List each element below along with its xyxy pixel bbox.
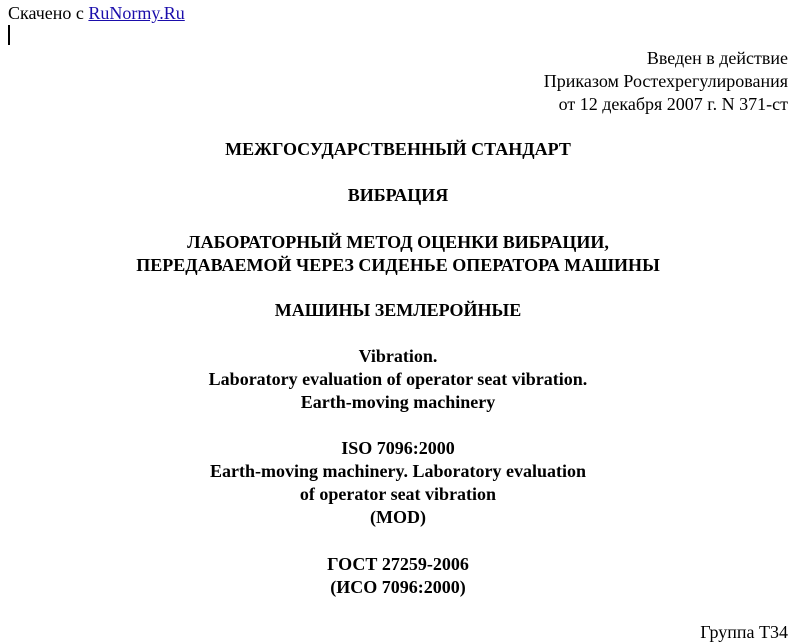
- approval-line-2: Приказом Ростехрегулирования: [543, 71, 788, 91]
- iso-title-line-1: Earth-moving machinery. Laboratory evaluation: [210, 461, 586, 481]
- source-prefix: Скачено с: [8, 3, 89, 23]
- approval-line-1: Введен в действие: [646, 48, 788, 68]
- gost-code: ГОСТ 27259-2006: [327, 554, 469, 574]
- runormy-link[interactable]: RuNormy.Ru: [88, 3, 185, 23]
- english-title-block: [0, 345, 794, 414]
- method-line-2: ПЕРЕДАВАЕМОЙ ЧЕРЕЗ СИДЕНЬЕ ОПЕРАТОРА МАШИНЫ: [136, 255, 660, 275]
- machinery-text: МАШИНЫ ЗЕМЛЕРОЙНЫЕ: [274, 300, 522, 320]
- english-title-line-2: Laboratory evaluation of operator seat vibration.: [208, 369, 588, 389]
- gost-block: [0, 553, 794, 599]
- method-line-1: ЛАБОРАТОРНЫЙ МЕТОД ОЦЕНКИ ВИБРАЦИИ,: [187, 232, 609, 252]
- machinery-heading: [0, 299, 794, 322]
- english-title-line-3: Earth-moving machinery: [300, 392, 496, 412]
- approval-block: [544, 47, 788, 116]
- method-heading: [0, 231, 794, 277]
- iso-block: [0, 437, 794, 529]
- subject-heading: [0, 184, 794, 207]
- english-title-line-1: Vibration.: [358, 346, 438, 366]
- iso-code: ISO 7096:2000: [341, 438, 455, 458]
- iso-title-line-2: of operator seat vibration: [299, 484, 497, 504]
- standard-type-heading: [0, 138, 794, 161]
- standard-type-text: МЕЖГОСУДАРСТВЕННЫЙ СТАНДАРТ: [225, 139, 571, 159]
- group-label: Группа Т34: [700, 622, 788, 642]
- text-cursor: [8, 25, 10, 45]
- subject-text: ВИБРАЦИЯ: [347, 185, 449, 205]
- iso-modification: (MOD): [370, 507, 426, 527]
- approval-line-3: от 12 декабря 2007 г. N 371-ст: [558, 94, 788, 114]
- source-line: [8, 3, 185, 24]
- gost-iso-equivalent: (ИСО 7096:2000): [330, 577, 466, 597]
